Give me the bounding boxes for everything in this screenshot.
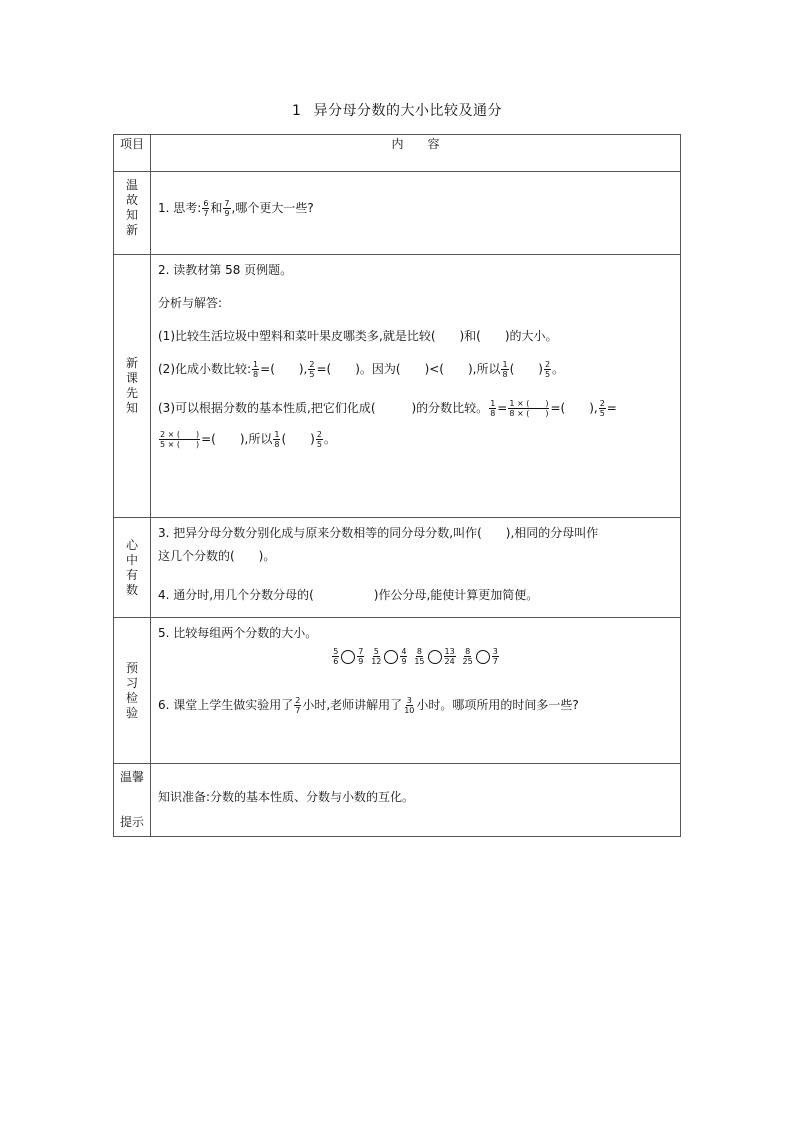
comparison-row: $\frac{5}{6}$ $\frac{7}{9}$ $\frac{5}{12}$ $\frac{4}{9}$ $\frac{8}{15}$ $\frac{13}{24}$ $\frac{8}{25}$ $\frac{3}{7}$ [333, 647, 498, 666]
question-1: 1. 思考: $\frac{6}{7}$ 和 $\frac{7}{9}$ ,哪个更大一些? [158, 199, 314, 218]
tips-label-top: 温馨 [119, 770, 144, 784]
fraction: $\frac{2}{5}$ [316, 430, 322, 449]
compare-circle[interactable] [476, 650, 490, 664]
header-row [114, 135, 681, 172]
compare-circle[interactable] [341, 650, 355, 664]
question-3-continued: 这几个分数的( )。 [158, 549, 276, 563]
mind-label: 心中有数 [125, 537, 138, 597]
preview-label: 预习检验 [125, 660, 138, 720]
fraction: $\frac{2}{5}$ [544, 360, 551, 379]
part-3: (3)可以根据分数的基本性质,把它们化成( )的分数比较。 $\frac{1}{8}$ = $\frac{1 \times ( )}{8 \times ( )}$ =( ), $\frac{2}{5}$ = [158, 399, 617, 418]
question-4: 4. 通分时,用几个分数分母的( )作公分母,能使计算更加简便。 [158, 588, 539, 602]
header-item: 项目 [114, 135, 151, 172]
question-3: 3. 把异分母分数分别化成与原来分数相等的同分母分数,叫作( ),相同的分母叫作 [158, 526, 599, 540]
header-content: 内 容 [151, 135, 681, 172]
part-3-continued: $\frac{2 \times ( )}{5 \times ( )}$ =( ),所以 $\frac{1}{8}$ ( ) $\frac{2}{5}$ 。 [160, 430, 336, 449]
fraction: $\frac{1}{8}$ [490, 399, 496, 418]
part-2: (2)化成小数比较: $\frac{1}{8}$ =( ), $\frac{2}{5}$ =( )。因为( )<( ),所以 $\frac{1}{8}$ ( ) $\frac{2}{5}$ 。 [158, 360, 565, 379]
fraction: $\frac{3}{10}$ [404, 696, 415, 715]
newlesson-row [114, 255, 681, 518]
tips-text: 知识准备:分数的基本性质、分数与小数的互化。 [158, 790, 415, 804]
mind-row [114, 518, 681, 618]
fraction: $\frac{1}{8}$ [502, 360, 508, 379]
fraction: $\frac{1}{8}$ [253, 360, 259, 379]
part-1: (1)比较生活垃圾中塑料和菜叶果皮哪类多,就是比较( )和( )的大小。 [158, 329, 558, 343]
title-number: 1 [292, 103, 302, 119]
tips-label-bottom: 提示 [119, 815, 144, 829]
fraction: $\frac{6}{7}$ [203, 199, 209, 218]
question-6: 6. 课堂上学生做实验用了 $\frac{2}{7}$ 小时,老师讲解用了 $\frac{3}{10}$ 小时。哪项所用的时间多一些? [158, 696, 579, 715]
worksheet-table [113, 134, 681, 837]
fraction: $\frac{2}{7}$ [295, 696, 301, 715]
fraction: $\frac{2}{5}$ [599, 399, 605, 418]
fraction: $\frac{2 \times ( )}{5 \times ( )}$ [160, 430, 200, 449]
compare-circle[interactable] [384, 650, 398, 664]
question-5: 5. 比较每组两个分数的大小。 [158, 626, 318, 640]
fraction: $\frac{2}{5}$ [309, 360, 315, 379]
newlesson-label: 新课先知 [125, 356, 138, 415]
title-text: 异分母分数的大小比较及通分 [313, 103, 502, 119]
review-row [114, 172, 681, 255]
review-label: 温故知新 [125, 178, 138, 237]
page-title [0, 100, 794, 120]
tips-row [114, 764, 681, 837]
analysis-label: 分析与解答: [158, 296, 223, 310]
question-2: 2. 读教材第 58 页例题。 [158, 263, 293, 277]
fraction: $\frac{1}{8}$ [274, 430, 280, 449]
fraction: $\frac{7}{9}$ [224, 199, 230, 218]
compare-circle[interactable] [428, 650, 442, 664]
fraction: $\frac{1 \times ( )}{8 \times ( )}$ [509, 399, 549, 418]
preview-row [114, 618, 681, 764]
